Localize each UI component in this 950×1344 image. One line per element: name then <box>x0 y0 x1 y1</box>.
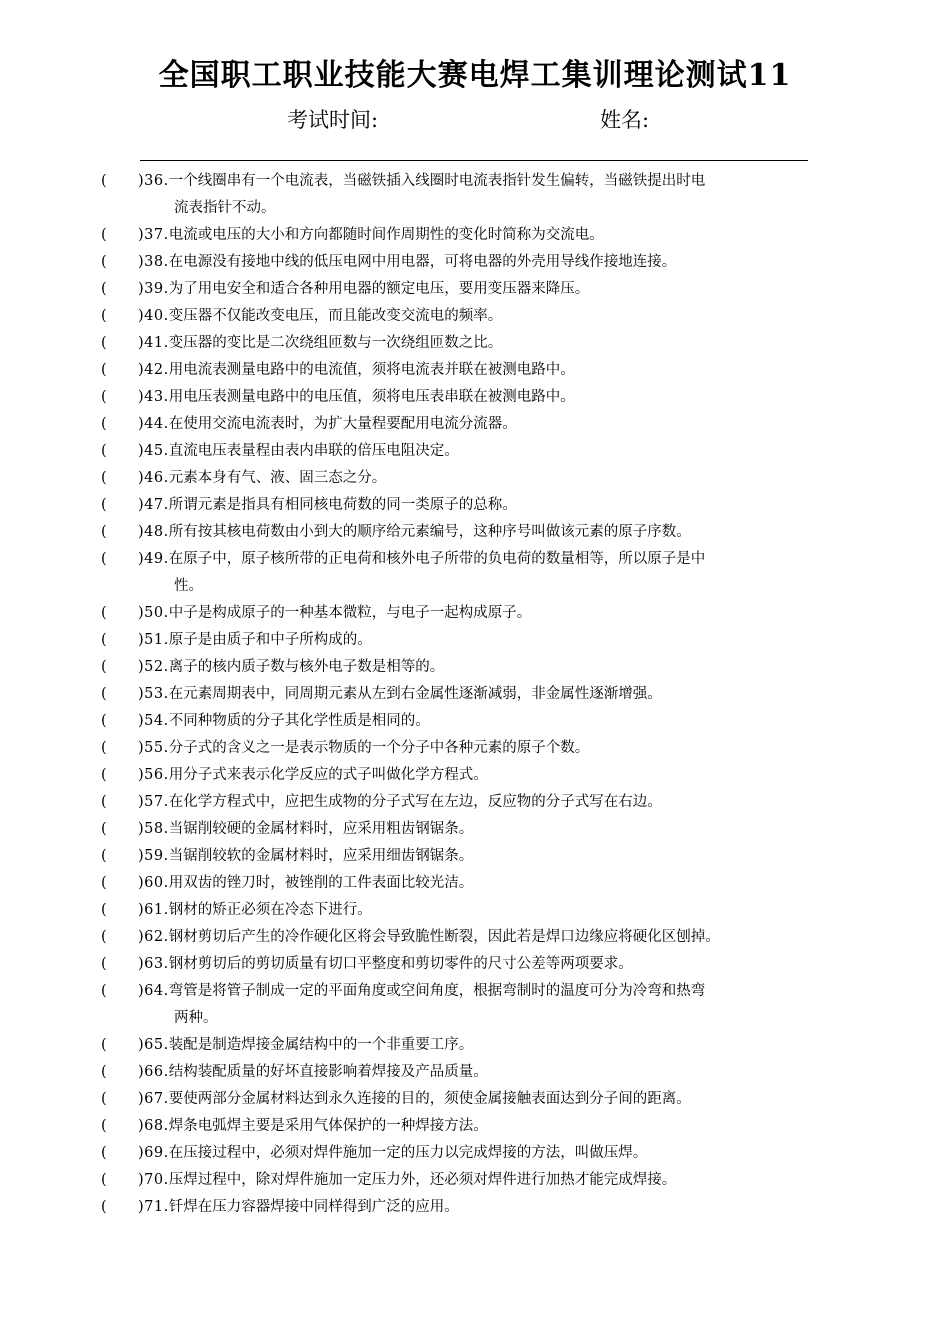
question-text: 当锯削较硬的金属材料时，应采用粗齿钢锯条。 <box>168 821 474 837</box>
answer-blank[interactable] <box>101 465 141 492</box>
question-number: )36. <box>138 173 169 189</box>
question-body <box>138 843 813 870</box>
question-body <box>138 924 813 951</box>
question-text: 钢材剪切后产生的冷作硬化区将会导致脆性断裂，因此若是焊口边缘应将硬化区刨掉。 <box>168 929 720 945</box>
question-number: )41. <box>138 335 169 351</box>
question-body <box>138 249 813 276</box>
name-label: 姓名: <box>600 108 650 132</box>
answer-blank[interactable] <box>101 789 141 816</box>
question-body <box>138 627 813 654</box>
question-body <box>138 1059 813 1086</box>
question-text: 用电流表测量电路中的电流值，须将电流表并联在被测电路中。 <box>168 362 575 378</box>
question-number: )61. <box>138 902 169 918</box>
question-number: )68. <box>138 1118 169 1134</box>
question-item <box>0 708 950 735</box>
question-item <box>0 681 950 708</box>
question-body <box>138 870 813 897</box>
answer-blank[interactable] <box>101 762 141 789</box>
question-text: 钎焊在压力容器焊接中同样得到广泛的应用。 <box>168 1199 459 1215</box>
question-text-continuation: 流表指针不动。 <box>174 200 276 216</box>
question-body <box>138 681 813 708</box>
answer-blank[interactable] <box>101 1086 141 1113</box>
question-text: 原子是由质子和中子所构成的。 <box>168 632 372 648</box>
question-item <box>0 978 950 1032</box>
question-body <box>138 384 813 411</box>
answer-blank[interactable] <box>101 1140 141 1167</box>
question-item <box>0 411 950 438</box>
question-item <box>0 789 950 816</box>
question-number: )52. <box>138 659 169 675</box>
question-list <box>0 168 950 1221</box>
question-body <box>138 492 813 519</box>
answer-blank[interactable] <box>101 600 141 627</box>
question-number: )53. <box>138 686 169 702</box>
question-number: )58. <box>138 821 169 837</box>
question-number: )42. <box>138 362 169 378</box>
question-text: 用双齿的锉刀时，被锉削的工件表面比较光洁。 <box>168 875 474 891</box>
answer-blank[interactable] <box>101 222 141 249</box>
question-text: 在压接过程中，必须对焊件施加一定的压力以完成焊接的方法，叫做压焊。 <box>168 1145 648 1161</box>
question-text: 结构装配质量的好坏直接影响着焊接及产品质量。 <box>168 1064 488 1080</box>
question-item <box>0 1086 950 1113</box>
question-body <box>138 951 813 978</box>
header-divider <box>140 160 808 161</box>
question-body <box>138 735 813 762</box>
answer-blank[interactable] <box>101 708 141 735</box>
question-number: )38. <box>138 254 169 270</box>
question-body <box>138 600 813 627</box>
question-item <box>0 303 950 330</box>
question-item <box>0 357 950 384</box>
answer-blank[interactable] <box>101 438 141 465</box>
question-text: 要使两部分金属材料达到永久连接的目的，须使金属接触表面达到分子间的距离。 <box>168 1091 691 1107</box>
question-text: 分子式的含义之一是表示物质的一个分子中各种元素的原子个数。 <box>168 740 590 756</box>
question-body <box>138 303 813 330</box>
question-number: )62. <box>138 929 169 945</box>
question-item <box>0 438 950 465</box>
question-body <box>138 1032 813 1059</box>
question-body <box>138 816 813 843</box>
question-text: 为了用电安全和适合各种用电器的额定电压，要用变压器来降压。 <box>168 281 590 297</box>
question-number: )69. <box>138 1145 169 1161</box>
answer-blank[interactable] <box>101 816 141 843</box>
answer-blank[interactable] <box>101 168 141 195</box>
question-number: )60. <box>138 875 169 891</box>
question-text: 压焊过程中，除对焊件施加一定压力外，还必须对焊件进行加热才能完成焊接。 <box>168 1172 677 1188</box>
question-text: 在原子中，原子核所带的正电荷和核外电子所带的负电荷的数量相等，所以原子是中 <box>168 551 706 567</box>
question-number: )70. <box>138 1172 169 1188</box>
question-text: 所有按其核电荷数由小到大的顺序给元素编号，这种序号叫做该元素的原子序数。 <box>168 524 691 540</box>
question-number: )71. <box>138 1199 169 1215</box>
answer-blank[interactable] <box>101 735 141 762</box>
question-text: 装配是制造焊接金属结构中的一个非重要工序。 <box>168 1037 474 1053</box>
answer-blank[interactable] <box>101 924 141 951</box>
question-body <box>138 465 813 492</box>
question-item <box>0 1059 950 1086</box>
answer-blank[interactable] <box>101 303 141 330</box>
question-item <box>0 735 950 762</box>
question-number: )64. <box>138 983 169 999</box>
question-item <box>0 384 950 411</box>
question-number: )37. <box>138 227 169 243</box>
question-number: )43. <box>138 389 169 405</box>
question-text: 当锯削较软的金属材料时，应采用细齿钢锯条。 <box>168 848 474 864</box>
question-number: )50. <box>138 605 169 621</box>
question-item <box>0 1194 950 1221</box>
question-number: )47. <box>138 497 169 513</box>
question-number: )39. <box>138 281 169 297</box>
answer-blank[interactable] <box>101 519 141 546</box>
answer-blank[interactable] <box>101 1059 141 1086</box>
question-item <box>0 1167 950 1194</box>
question-item <box>0 924 950 951</box>
question-text: 在化学方程式中，应把生成物的分子式写在左边，反应物的分子式写在右边。 <box>168 794 662 810</box>
question-item <box>0 168 950 222</box>
question-body <box>138 330 813 357</box>
question-number: )49. <box>138 551 169 567</box>
question-text: 在使用交流电流表时，为扩大量程要配用电流分流器。 <box>168 416 517 432</box>
question-number: )65. <box>138 1037 169 1053</box>
question-item <box>0 627 950 654</box>
question-item <box>0 897 950 924</box>
question-body <box>138 1113 813 1140</box>
answer-blank[interactable] <box>101 654 141 681</box>
question-item <box>0 951 950 978</box>
question-text: 中子是构成原子的一种基本微粒，与电子一起构成原子。 <box>168 605 532 621</box>
answer-blank[interactable] <box>101 249 141 276</box>
question-body <box>138 1140 813 1167</box>
question-body <box>138 1194 813 1221</box>
question-number: )51. <box>138 632 169 648</box>
question-text: 直流电压表量程由表内串联的倍压电阻决定。 <box>168 443 459 459</box>
question-item <box>0 816 950 843</box>
question-text: 变压器不仅能改变电压，而且能改变交流电的频率。 <box>168 308 503 324</box>
question-text: 钢材的矫正必须在冷态下进行。 <box>168 902 372 918</box>
question-number: )59. <box>138 848 169 864</box>
question-number: )44. <box>138 416 169 432</box>
question-body <box>138 438 813 465</box>
question-text: 不同种物质的分子其化学性质是相同的。 <box>168 713 430 729</box>
question-number: )45. <box>138 443 169 459</box>
question-body <box>138 1167 813 1194</box>
question-number: )46. <box>138 470 169 486</box>
answer-blank[interactable] <box>101 681 141 708</box>
answer-blank[interactable] <box>101 330 141 357</box>
question-text: 所谓元素是指具有相同核电荷数的同一类原子的总称。 <box>168 497 517 513</box>
answer-blank[interactable] <box>101 1194 141 1221</box>
answer-blank[interactable] <box>101 627 141 654</box>
exam-time-label: 考试时间: <box>287 108 379 132</box>
question-item <box>0 843 950 870</box>
question-item <box>0 249 950 276</box>
question-text: 一个线圈串有一个电流表，当磁铁插入线圈时电流表指针发生偏转，当磁铁提出时电 <box>168 173 706 189</box>
question-text-continuation: 两种。 <box>174 1010 218 1026</box>
question-text: 焊条电弧焊主要是采用气体保护的一种焊接方法。 <box>168 1118 488 1134</box>
question-number: )48. <box>138 524 169 540</box>
question-text: 电流或电压的大小和方向都随时间作周期性的变化时简称为交流电。 <box>168 227 604 243</box>
question-item <box>0 654 950 681</box>
question-body <box>138 654 813 681</box>
answer-blank[interactable] <box>101 1113 141 1140</box>
question-item <box>0 276 950 303</box>
question-number: )66. <box>138 1064 169 1080</box>
question-number: )55. <box>138 740 169 756</box>
answer-blank[interactable] <box>101 1032 141 1059</box>
answer-blank[interactable] <box>101 897 141 924</box>
question-item <box>0 1140 950 1167</box>
answer-blank[interactable] <box>101 951 141 978</box>
question-text: 钢材剪切后的剪切质量有切口平整度和剪切零件的尺寸公差等两项要求。 <box>168 956 633 972</box>
question-text: 在电源没有接地中线的低压电网中用电器，可将电器的外壳用导线作接地连接。 <box>168 254 677 270</box>
question-item <box>0 330 950 357</box>
question-number: )67. <box>138 1091 169 1107</box>
question-body <box>138 762 813 789</box>
answer-blank[interactable] <box>101 357 141 384</box>
question-item <box>0 870 950 897</box>
question-number: )63. <box>138 956 169 972</box>
answer-blank[interactable] <box>101 384 141 411</box>
question-text: 在元素周期表中，同周期元素从左到右金属性逐渐减弱，非金属性逐渐增强。 <box>168 686 662 702</box>
question-number: )57. <box>138 794 169 810</box>
question-body <box>138 222 813 249</box>
question-body <box>138 276 813 303</box>
question-text-continuation: 性。 <box>174 578 203 594</box>
page-title: 全国职工职业技能大赛电焊工集训理论测试11 <box>158 58 792 93</box>
answer-blank[interactable] <box>101 492 141 519</box>
question-text: 弯管是将管子制成一定的平面角度或空间角度，根据弯制时的温度可分为冷弯和热弯 <box>168 983 706 999</box>
question-item <box>0 519 950 546</box>
answer-blank[interactable] <box>101 546 141 573</box>
answer-blank[interactable] <box>101 276 141 303</box>
answer-blank[interactable] <box>101 978 141 1005</box>
question-item <box>0 1113 950 1140</box>
question-body <box>138 708 813 735</box>
answer-blank[interactable] <box>101 843 141 870</box>
question-text: 变压器的变比是二次绕组匝数与一次绕组匝数之比。 <box>168 335 503 351</box>
question-number: )54. <box>138 713 169 729</box>
question-text: 用分子式来表示化学反应的式子叫做化学方程式。 <box>168 767 488 783</box>
question-item <box>0 762 950 789</box>
question-body <box>138 978 813 1032</box>
question-body <box>138 789 813 816</box>
question-body <box>138 897 813 924</box>
question-item <box>0 600 950 627</box>
question-body <box>138 546 813 600</box>
question-body <box>138 519 813 546</box>
question-body <box>138 168 813 222</box>
question-item <box>0 1032 950 1059</box>
question-text: 离子的核内质子数与核外电子数是相等的。 <box>168 659 445 675</box>
question-body <box>138 1086 813 1113</box>
question-item <box>0 492 950 519</box>
question-text: 元素本身有气、液、固三态之分。 <box>168 470 387 486</box>
question-item <box>0 465 950 492</box>
question-body <box>138 357 813 384</box>
answer-blank[interactable] <box>101 411 141 438</box>
question-number: )40. <box>138 308 169 324</box>
question-body <box>138 411 813 438</box>
question-number: )56. <box>138 767 169 783</box>
answer-blank[interactable] <box>101 870 141 897</box>
question-item <box>0 546 950 600</box>
question-text: 用电压表测量电路中的电压值，须将电压表串联在被测电路中。 <box>168 389 575 405</box>
answer-blank[interactable] <box>101 1167 141 1194</box>
question-item <box>0 222 950 249</box>
